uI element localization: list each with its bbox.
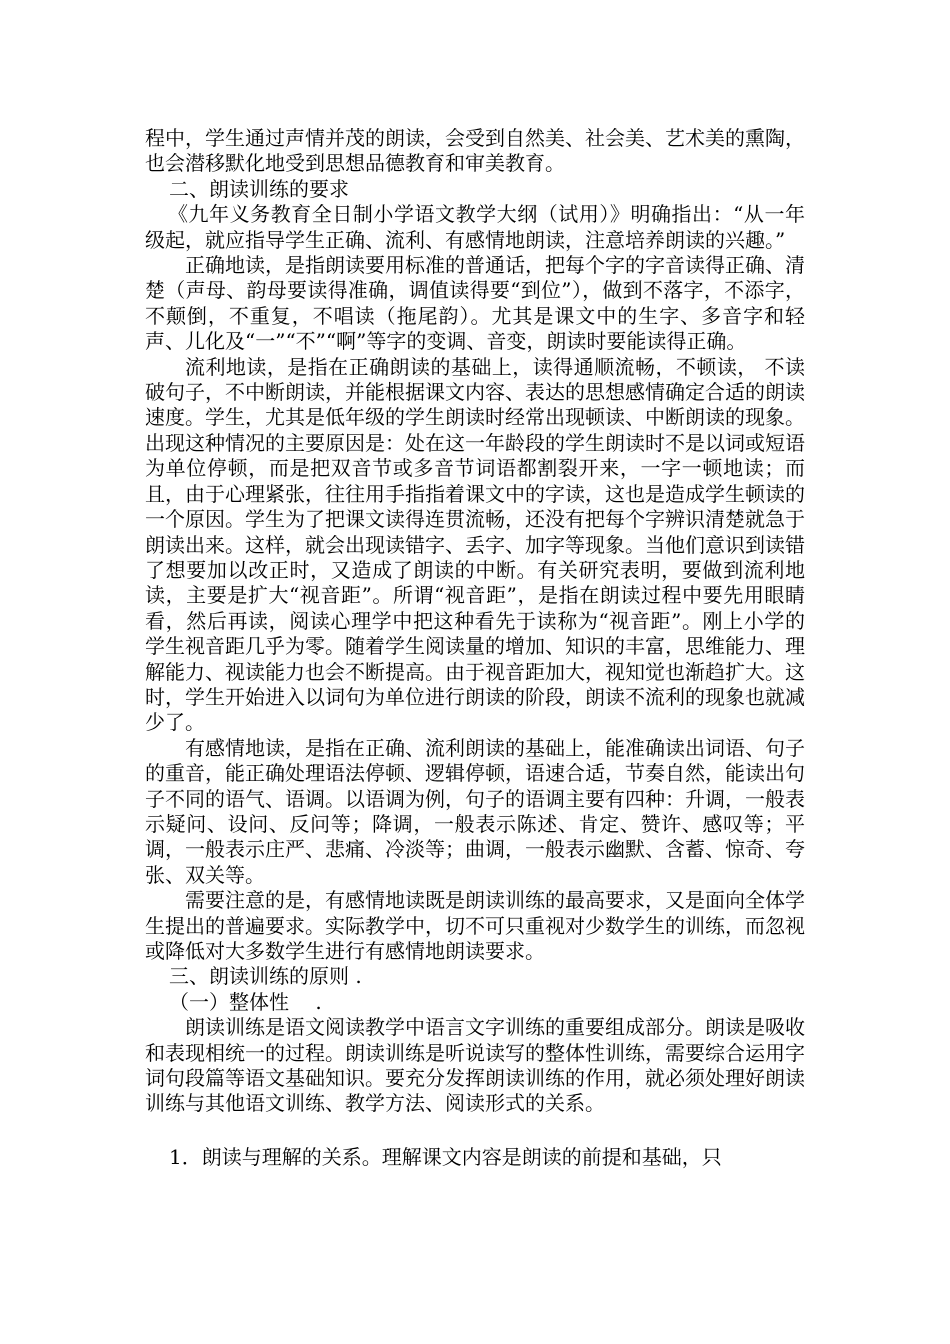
paragraph-correct-reading: 正确地读，是指朗读要用标准的普通话，把每个字的字音读得正确、清楚（声母、韵母要读得准确，调值读得要“到位”），做到不落字，不添字，不颠倒，不重复，不唱读（拖尾韵）。尤其是课文中的生字、多音字和轻声、儿化及“一”“不”“啊”等字的变调、音变，朗读时要能读得正确。	[145, 253, 805, 354]
document-page	[145, 126, 805, 1170]
paragraph-continuation: 程中，学生通过声情并茂的朗读，会受到自然美、社会美、艺术美的熏陶，也会潜移默化地受到思想品德教育和审美教育。	[145, 126, 805, 176]
paragraph-emotional-reading: 有感情地读，是指在正确、流利朗读的基础上，能准确读出词语、句子的重音，能正确处理语法停顿、逻辑停顿，语速合适，节奏自然，能读出句子不同的语气、语调。以语调为例，句子的语调主要有四种：升调，一般表示疑问、设问、反问等；降调，一般表示陈述、肯定、赞许、感叹等；平调，一般表示庄严、悲痛、冷淡等；曲调，一般表示幽默、含蓄、惊奇、夸张、双关等。	[145, 735, 805, 887]
subsection-heading-integrity: （一）整体性 .	[169, 989, 322, 1014]
paragraph-integrity: 朗读训练是语文阅读教学中语言文字训练的重要组成部分。朗读是吸收和表现相统一的过程。朗读训练是听说读写的整体性训练，需要综合运用字词句段篇等语文基础知识。要充分发挥朗读训练的作用，就必须处理好朗读训练与其他语文训练、教学方法、阅读形式的关系。	[145, 1015, 805, 1116]
paragraph-syllabus-quote: 《九年义务教育全日制小学语文教学大纲（试用）》明确指出：“从一年级起，就应指导学生正确、流利、有感情地朗读，注意培养朗读的兴趣。”	[145, 202, 805, 252]
list-item-reading-understanding: 1．朗读与理解的关系。理解课文内容是朗读的前提和基础，只	[169, 1144, 722, 1169]
paragraph-note: 需要注意的是，有感情地读既是朗读训练的最高要求，又是面向全体学生提出的普遍要求。实际教学中，切不可只重视对少数学生的训练，而忽视或降低对大多数学生进行有感情地朗读要求。	[145, 888, 805, 963]
section-heading-principles: 三、朗读训练的原则 .	[169, 964, 362, 989]
section-heading-requirements: 二、朗读训练的要求	[169, 176, 349, 201]
paragraph-fluent-reading: 流利地读，是指在正确朗读的基础上，读得通顺流畅，不顿读， 不读破句子，不中断朗读，并能根据课文内容、表达的思想感情确定合适的朗读速度。学生，尤其是低年级的学生朗读时经常出现顿读、中断朗读的现象。出现这种情况的主要原因是：处在这一年龄段的学生朗读时不是以词或短语为单位停顿，而是把双音节或多音节词语都割裂开来，一字一顿地读；而且，由于心理紧张，往往用手指指着课文中的字读，这也是造成学生顿读的一个原因。学生为了把课文读得连贯流畅，还没有把每个字辨识清楚就急于朗读出来。这样，就会出现读错字、丢字、加字等现象。当他们意识到读错了想要加以改正时，又造成了朗读的中断。有关研究表明，要做到流利地读，主要是扩大“视音距”。所谓“视音距”，是指在朗读过程中要先用眼睛看，然后再读，阅读心理学中把这种看先于读称为“视音距”。刚上小学的学生视音距几乎为零。随着学生阅读量的增加、知识的丰富，思维能力、理解能力、视读能力也会不断提高。由于视音距加大，视知觉也渐趋扩大。这时，学生开始进入以词句为单位进行朗读的阶段，朗读不流利的现象也就减少了。	[145, 354, 805, 735]
